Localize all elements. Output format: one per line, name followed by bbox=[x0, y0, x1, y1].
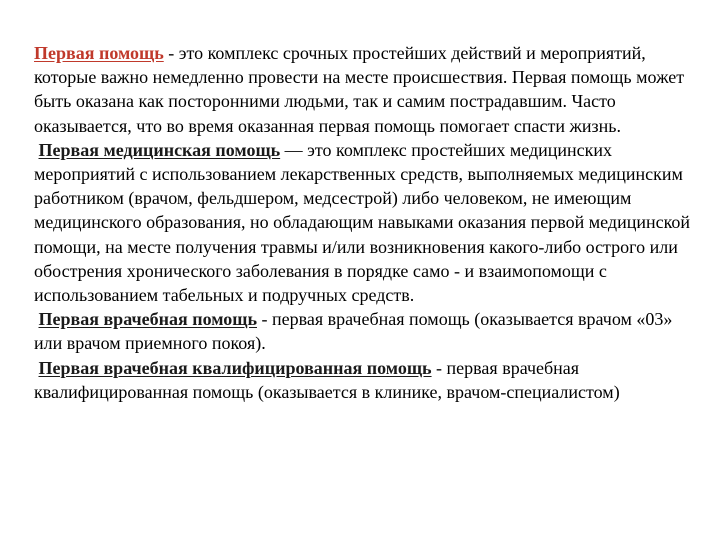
paragraph-first-doctor-aid bbox=[34, 307, 704, 355]
paragraph-qualified-doctor-aid bbox=[34, 356, 704, 404]
definition-first-doctor-aid: - первая врачебная помощь (оказывается врачом «03» или врачом приемного покоя). bbox=[34, 309, 673, 354]
paragraph-first-medical-aid bbox=[34, 138, 704, 307]
definition-first-medical-aid: — это комплекс простейших медицинских мероприятий с использованием лекарственных средств, выполняемых медицинским работником (врачом, фельдшером, медсестрой) либо человеком, не имеющим медицинского образования, но обладающим навыками оказания первой медицинской помощи, на месте получения травмы и/или возникновения какого-либо острого или обострения хронического заболевания в порядке само - и взаимопомощи с использованием табельных и подручных средств. bbox=[34, 139, 691, 306]
definition-qualified-doctor-aid: - первая врачебная квалифицированная помощь (оказывается в клинике, врачом-специалистом) bbox=[34, 357, 620, 402]
text-block bbox=[34, 41, 704, 404]
term-first-aid: Первая помощь bbox=[34, 43, 164, 63]
definition-first-aid: - это комплекс срочных простейших действий и мероприятий, которые важно немедленно провести на месте происшествия. Первая помощь может быть оказана как посторонними людьми, так и самим пострадавшим. Часто оказывается, что во время оказанная первая помощь помогает спасти жизнь. bbox=[34, 43, 685, 136]
term-first-doctor-aid: Первая врачебная помощь bbox=[38, 309, 257, 330]
term-first-medical-aid: Первая медицинская помощь bbox=[38, 139, 281, 160]
paragraph-first-aid bbox=[34, 41, 704, 138]
term-qualified-doctor-aid: Первая врачебная квалифицированная помощь bbox=[38, 357, 432, 378]
